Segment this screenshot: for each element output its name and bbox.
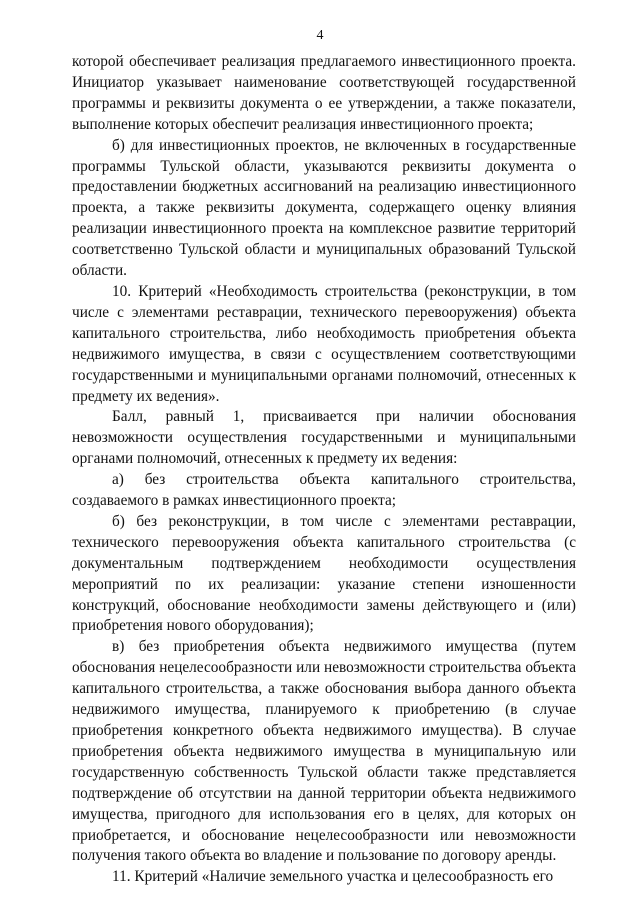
paragraph-criterion-10: 10. Критерий «Необходимость строительства (реконструкции, в том числе с элементами реставрации, технического перевооружения) объекта капитального строительства, либо необходимость приобретения объекта недвижимого имущества, в связи с осуществлением соответствующими государственными и муниципальными органами полномочий, отнесенных к предмету их ведения». (72, 282, 576, 405)
document-body (72, 52, 576, 888)
paragraph-subitem-b: б) без реконструкции, в том числе с элементами реставрации, технического перевооружения объекта капитального строительства (с документальным подтверждением необходимости осуществления мероприятий по их реализации: указание степени изношенности конструкций, обоснование необходимости замены действующего и (или) приобретения нового оборудования); (72, 512, 576, 635)
paragraph-criterion-11: 11. Критерий «Наличие земельного участка и целесообразность его (112, 868, 554, 886)
paragraph-continuation: которой обеспечивает реализация предлагаемого инвестиционного проекта. Инициатор указывает наименование соответствующей государственной программы и реквизиты документа о ее утверждении, а также показатели, выполнение которых обеспечит реализация инвестиционного проекта; (72, 53, 576, 133)
paragraph-subitem-v: в) без приобретения объекта недвижимого имущества (путем обоснования нецелесообразности или невозможности строительства объекта капитального строительства, а также обоснования выбора данного объекта недвижимого имущества, планируемого к приобретению (в случае приобретения конкретного объекта недвижимого имущества). В случае приобретения объекта недвижимого имущества в муниципальную или государственную собственность Тульской области также представляется подтверждение об отсутствии на данной территории объекта недвижимого имущества, пригодного для использования его в целях, для которых он приобретается, и обоснование нецелесообразности или невозможности получения такого объекта во владение и пользование по договору аренды. (72, 638, 576, 865)
paragraph-score-rule: Балл, равный 1, присваивается при наличии обоснования невозможности осуществления государственными и муниципальными органами полномочий, отнесенных к предмету их ведения: (72, 408, 576, 468)
page-number: 4 (316, 28, 324, 43)
paragraph-subitem-a: а) без строительства объекта капитального строительства, создаваемого в рамках инвестиционного проекта; (72, 471, 576, 510)
paragraph-subitem-b-programs: б) для инвестиционных проектов, не включенных в государственные программы Тульской области, указываются реквизиты документа о предоставлении бюджетных ассигнований на реализацию инвестиционного проекта, а также реквизиты документа, содержащего оценку влияния реализации инвестиционного проекта на комплексное развитие территорий соответственно Тульской области и муниципальных образований Тульской области. (72, 136, 576, 280)
